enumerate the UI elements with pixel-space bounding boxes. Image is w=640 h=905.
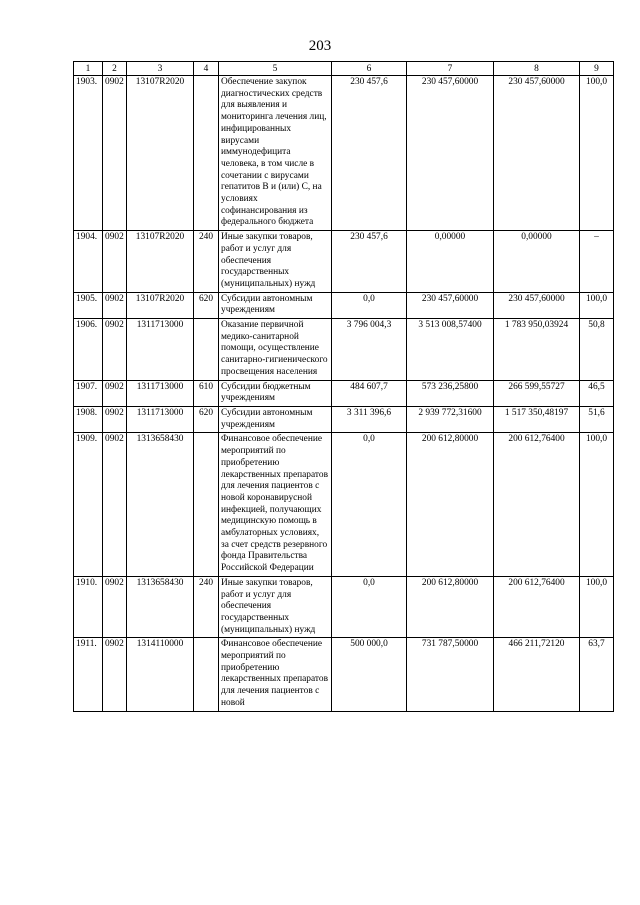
col-header-8: 8 — [494, 62, 580, 76]
table-row — [74, 576, 614, 638]
table-row — [74, 292, 614, 318]
budget-amount: 230 457,60000 — [407, 76, 494, 231]
row-number: 1903. — [74, 76, 103, 231]
execution-percent: 100,0 — [580, 433, 614, 576]
col-header-7: 7 — [407, 62, 494, 76]
col-header-2: 2 — [103, 62, 127, 76]
execution-percent: – — [580, 231, 614, 293]
item-name: Обеспечение закупок диагностических средств для выявления и мониторинга лечения лиц, инфицированных вирусами иммунодефицита человека, в том числе в сочетании с вирусами гепатитов В и (или) С, на условиях софинансирования из федерального бюджета — [219, 76, 332, 231]
target-code: 1314110000 — [127, 638, 194, 711]
budget-amount: 230 457,60000 — [407, 292, 494, 318]
approved-amount: 230 457,6 — [332, 76, 407, 231]
executed-amount: 200 612,76400 — [494, 576, 580, 638]
target-code: 1311713000 — [127, 319, 194, 381]
table-row — [74, 638, 614, 711]
table-row — [74, 76, 614, 231]
expense-type — [194, 319, 219, 381]
item-name: Финансовое обеспечение мероприятий по приобретению лекарственных препаратов для лечения пациентов с новой коронавирусной инфекцией, получающих медицинскую помощь в амбулаторных условиях, за счет средств резервного фонда Правительства Российской Федерации — [219, 433, 332, 576]
section-code: 0902 — [103, 380, 127, 406]
item-name: Финансовое обеспечение мероприятий по приобретению лекарственных препаратов для лечения пациентов с новой — [219, 638, 332, 711]
approved-amount: 0,0 — [332, 433, 407, 576]
approved-amount: 484 607,7 — [332, 380, 407, 406]
budget-amount: 3 513 008,57400 — [407, 319, 494, 381]
item-name: Субсидии бюджетным учреждениям — [219, 380, 332, 406]
target-code: 13107R2020 — [127, 76, 194, 231]
row-number: 1906. — [74, 319, 103, 381]
row-number: 1909. — [74, 433, 103, 576]
item-name: Субсидии автономным учреждениям — [219, 292, 332, 318]
budget-amount: 2 939 772,31600 — [407, 406, 494, 432]
section-code: 0902 — [103, 231, 127, 293]
executed-amount: 0,00000 — [494, 231, 580, 293]
executed-amount: 1 517 350,48197 — [494, 406, 580, 432]
item-name: Субсидии автономным учреждениям — [219, 406, 332, 432]
row-number: 1910. — [74, 576, 103, 638]
row-number: 1905. — [74, 292, 103, 318]
expense-type: 240 — [194, 231, 219, 293]
expense-type: 620 — [194, 406, 219, 432]
budget-table — [73, 61, 614, 712]
row-number: 1911. — [74, 638, 103, 711]
executed-amount: 266 599,55727 — [494, 380, 580, 406]
budget-amount: 200 612,80000 — [407, 576, 494, 638]
col-header-3: 3 — [127, 62, 194, 76]
table-row — [74, 406, 614, 432]
item-name: Иные закупки товаров, работ и услуг для обеспечения государственных (муниципальных) нужд — [219, 231, 332, 293]
executed-amount: 200 612,76400 — [494, 433, 580, 576]
target-code: 13107R2020 — [127, 231, 194, 293]
target-code: 1311713000 — [127, 380, 194, 406]
approved-amount: 3 796 004,3 — [332, 319, 407, 381]
budget-amount: 200 612,80000 — [407, 433, 494, 576]
col-header-9: 9 — [580, 62, 614, 76]
section-code: 0902 — [103, 433, 127, 576]
execution-percent: 100,0 — [580, 76, 614, 231]
executed-amount: 230 457,60000 — [494, 76, 580, 231]
table-row — [74, 319, 614, 381]
row-number: 1907. — [74, 380, 103, 406]
executed-amount: 230 457,60000 — [494, 292, 580, 318]
table-row — [74, 380, 614, 406]
section-code: 0902 — [103, 292, 127, 318]
approved-amount: 500 000,0 — [332, 638, 407, 711]
section-code: 0902 — [103, 576, 127, 638]
section-code: 0902 — [103, 319, 127, 381]
execution-percent: 100,0 — [580, 292, 614, 318]
budget-amount: 731 787,50000 — [407, 638, 494, 711]
execution-percent: 50,8 — [580, 319, 614, 381]
budget-amount: 573 236,25800 — [407, 380, 494, 406]
row-number: 1908. — [74, 406, 103, 432]
expense-type: 610 — [194, 380, 219, 406]
table-row — [74, 433, 614, 576]
expense-type: 620 — [194, 292, 219, 318]
item-name: Иные закупки товаров, работ и услуг для обеспечения государственных (муниципальных) нужд — [219, 576, 332, 638]
approved-amount: 0,0 — [332, 576, 407, 638]
col-header-4: 4 — [194, 62, 219, 76]
expense-type: 240 — [194, 576, 219, 638]
budget-amount: 0,00000 — [407, 231, 494, 293]
row-number: 1904. — [74, 231, 103, 293]
section-code: 0902 — [103, 76, 127, 231]
target-code: 1313658430 — [127, 433, 194, 576]
table-row — [74, 231, 614, 293]
expense-type — [194, 638, 219, 711]
page-number: 203 — [308, 38, 332, 54]
target-code: 13107R2020 — [127, 292, 194, 318]
col-header-6: 6 — [332, 62, 407, 76]
execution-percent: 51,6 — [580, 406, 614, 432]
expense-type — [194, 76, 219, 231]
target-code: 1311713000 — [127, 406, 194, 432]
col-header-5: 5 — [219, 62, 332, 76]
approved-amount: 3 311 396,6 — [332, 406, 407, 432]
executed-amount: 466 211,72120 — [494, 638, 580, 711]
executed-amount: 1 783 950,03924 — [494, 319, 580, 381]
expense-type — [194, 433, 219, 576]
approved-amount: 230 457,6 — [332, 231, 407, 293]
table-header-row — [74, 62, 614, 76]
approved-amount: 0,0 — [332, 292, 407, 318]
execution-percent: 100,0 — [580, 576, 614, 638]
section-code: 0902 — [103, 638, 127, 711]
section-code: 0902 — [103, 406, 127, 432]
target-code: 1313658430 — [127, 576, 194, 638]
col-header-1: 1 — [74, 62, 103, 76]
execution-percent: 46,5 — [580, 380, 614, 406]
item-name: Оказание первичной медико-санитарной помощи, осуществление санитарно-гигиенического просвещения населения — [219, 319, 332, 381]
execution-percent: 63,7 — [580, 638, 614, 711]
